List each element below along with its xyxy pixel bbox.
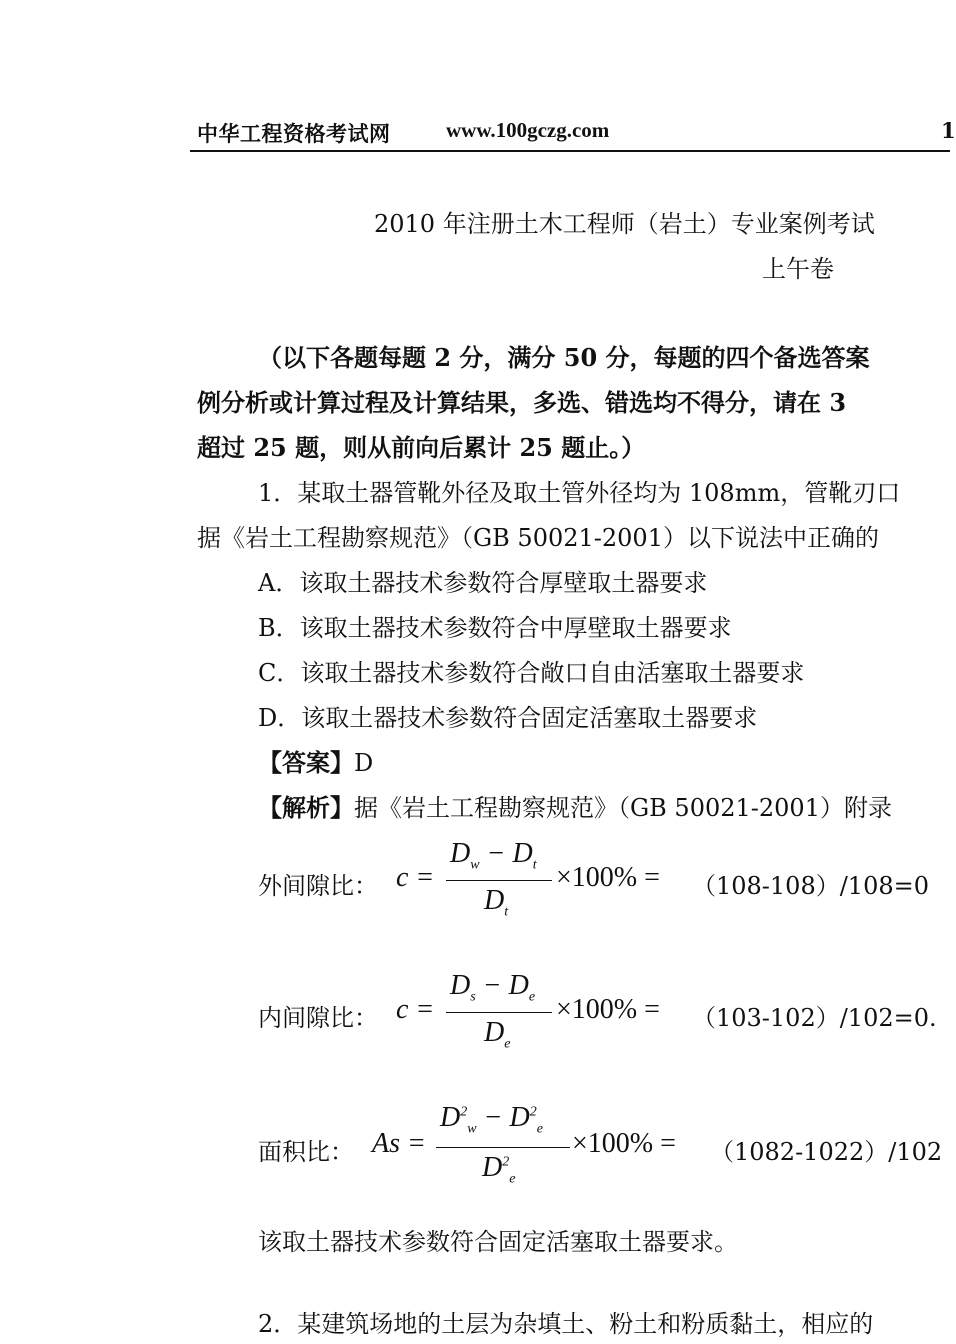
formula1-fraction-bar [446,880,552,881]
formula2-denominator: $D_e$ [484,1017,511,1052]
analysis-label: 【解析】 [258,793,354,822]
document-title: 2010 年注册土木工程师（岩土）专业案例考试 [374,210,875,238]
answer-label: 【答案】 [258,748,354,777]
formula1-calc: （108-108）/108=0 [692,872,929,900]
header-page-number: 1 [941,118,956,143]
q1-option-c: C．该取土器技术参数符合敞口自由活塞取土器要求 [258,659,805,687]
formula2-label: 内间隙比： [258,1004,378,1032]
formula2-numerator: $D_s - D_e$ [450,970,536,1005]
q1-analysis [258,788,892,823]
formula1-label: 外间隙比： [258,872,378,900]
formula3-label: 面积比： [258,1138,354,1166]
formula1-multiplier: ×100% = [556,862,660,893]
q1-answer [258,743,373,778]
q1-option-d: D．该取土器技术参数符合固定活塞取土器要求 [258,704,758,732]
q1-stem-line-2: 据《岩土工程勘察规范》（GB 50021-2001）以下说法中正确的 [197,524,879,552]
intro-line-1: （以下各题每题 2 分，满分 50 分，每题的四个备选答案 [258,343,870,372]
formula1-numerator: $D_w - D_t$ [450,838,537,873]
q2-stem-line-1: 2．某建筑场地的土层为杂填土、粉土和粉质黏土，相应的 [258,1310,874,1338]
q1-option-a: A．该取土器技术参数符合厚壁取土器要求 [258,569,708,597]
formula2-calc: （103-102）/102=0. [692,1004,937,1032]
formula2-fraction-bar [446,1012,552,1013]
q1-conclusion: 该取土器技术参数符合固定活塞取土器要求。 [258,1228,738,1256]
formula3-fraction-bar [436,1147,570,1148]
formula2-lhs: c = [396,994,435,1025]
formula3-lhs: As = [372,1128,426,1159]
intro-line-3: 超过 25 题，则从前向后累计 25 题止。） [197,433,646,462]
header-divider [190,150,950,152]
formula2-multiplier: ×100% = [556,994,660,1025]
q1-option-b: B．该取土器技术参数符合中厚壁取土器要求 [258,614,732,642]
header-url: www.100gczg.com [446,118,610,142]
formula3-numerator: $D^2_w - D^2_e$ [440,1102,543,1137]
formula1-denominator: $D_t$ [484,885,509,920]
analysis-text: 据《岩土工程勘察规范》（GB 50021-2001）附录 [354,794,892,822]
header-site-name: 中华工程资格考试网 [197,121,391,146]
formula1-lhs: c = [396,862,435,893]
answer-value: D [354,749,374,777]
document-subtitle: 上午卷 [762,255,834,283]
formula3-denominator: $D^2_e$ [482,1152,516,1187]
q1-stem-line-1: 1．某取土器管靴外径及取土管外径均为 108mm，管靴刃口 [258,479,901,507]
formula3-multiplier: ×100% = [572,1128,676,1159]
formula3-calc: （1082-1022）/102 [710,1138,943,1166]
intro-line-2: 例分析或计算过程及计算结果，多选、错选均不得分，请在 3 [197,388,847,417]
